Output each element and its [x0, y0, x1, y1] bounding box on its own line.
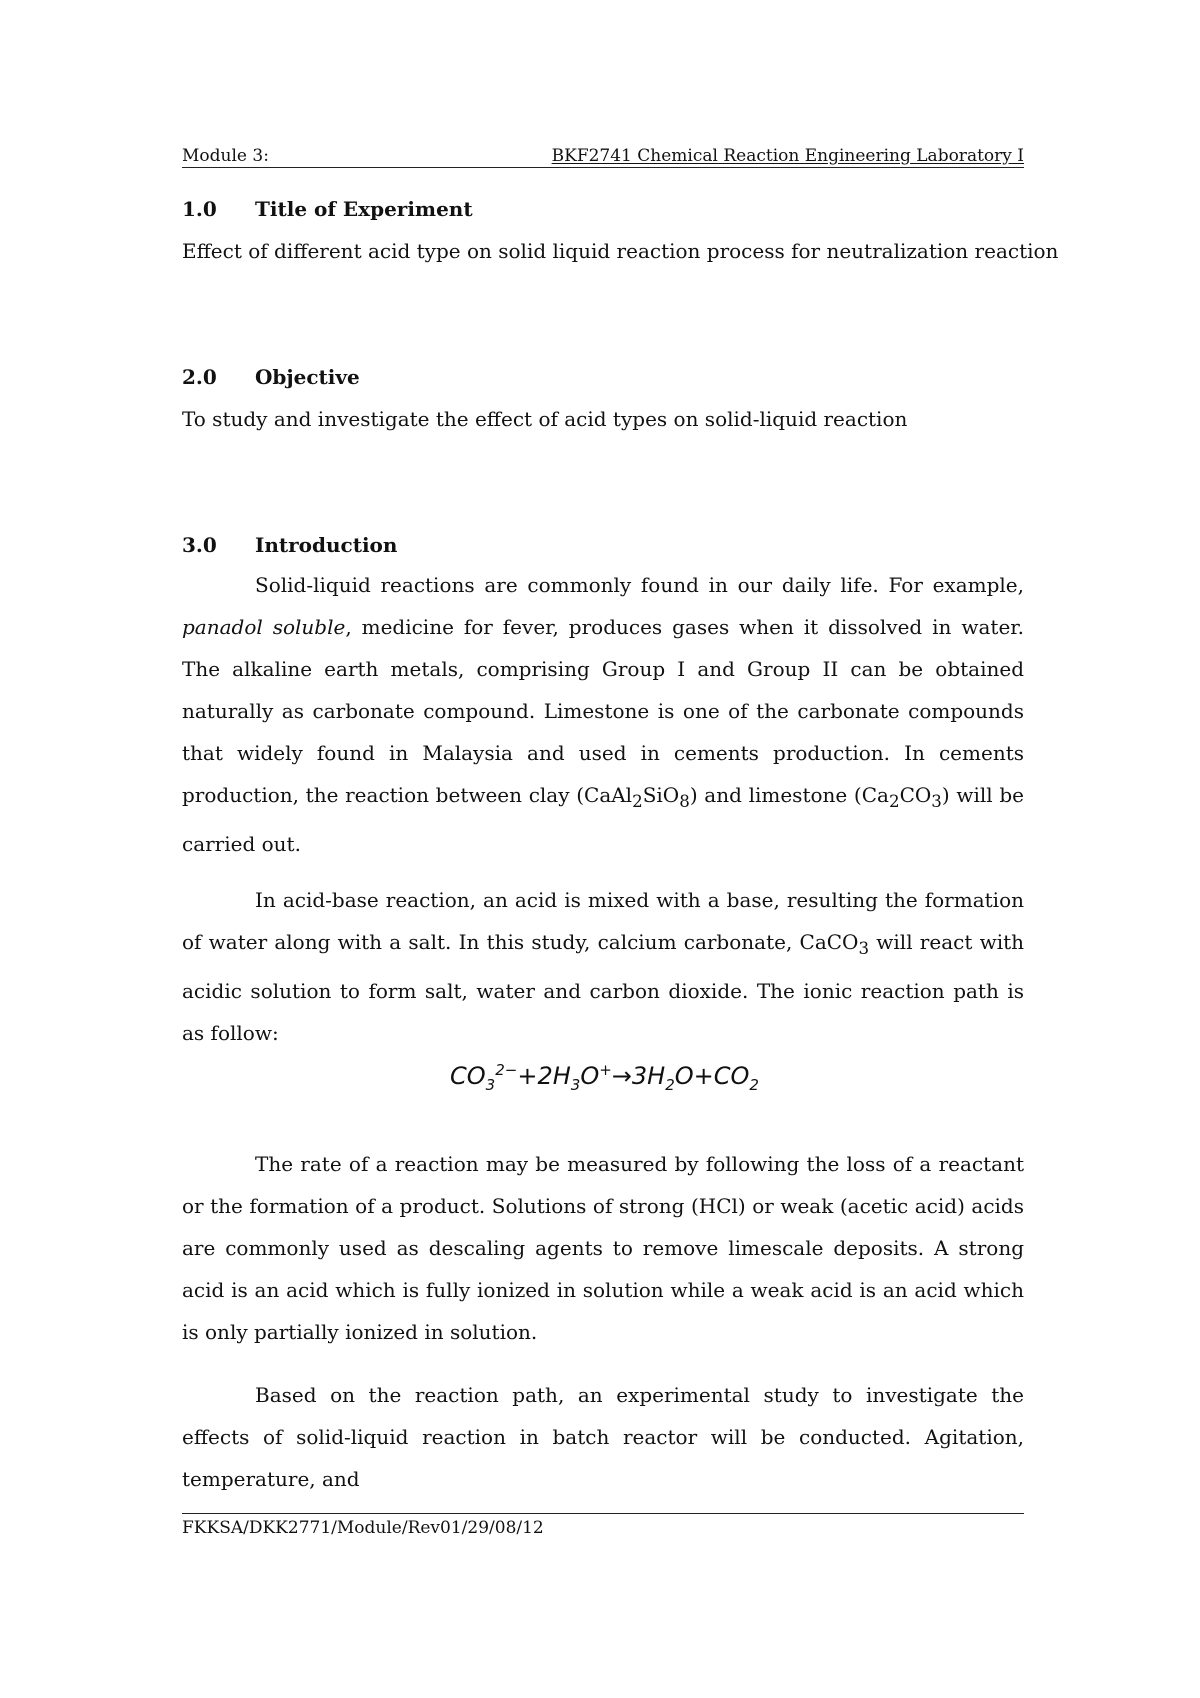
footer-text: FKKSA/DKK2771/Module/Rev01/29/08/12 — [182, 1518, 544, 1538]
header-course: BKF2741 Chemical Reaction Engineering Laboratory I — [551, 146, 1024, 166]
section-number: 2.0 — [182, 365, 217, 389]
section-heading: Objective — [255, 365, 360, 389]
page-footer — [182, 1513, 1024, 1538]
intro-paragraph-2: In acid-base reaction, an acid is mixed with a base, resulting the formation of water along with a salt. In this study, calcium carbonate, CaCO$_3$ will react with acidic solution to form salt, water and carbon dioxide. The ionic reaction path is as follow: — [182, 888, 1025, 1045]
intro-paragraph-4: Based on the reaction path, an experimental study to investigate the effects of solid-liquid reaction in batch reactor will be conducted. Agitation, temperature, and — [182, 1383, 1024, 1491]
section-heading: Title of Experiment — [255, 197, 473, 221]
section-heading: Introduction — [255, 533, 398, 557]
section-title-heading — [182, 197, 473, 221]
intro-paragraph-1: Solid-liquid reactions are commonly found in our daily life. For example, panadol soluble, medicine for fever, produces gases when it dissolved in water. The alkaline earth metals, comprising Group I and Group II can be obtained naturally as carbonate compound. Limestone is one of the carbonate compounds that widely found in Malaysia and used in cements production. In cements production, the reaction between clay (CaAl$_2$SiO$_8$) and limestone $(Ca_2CO_3)$ will be carried out. — [182, 573, 1024, 856]
ionic-reaction-equation: $CO_3^{2-}+2H_3O^+\to 3H_2O+CO_2$ — [450, 1061, 759, 1094]
page-header — [182, 146, 1024, 168]
objective-text: To study and investigate the effect of acid types on solid-liquid reaction — [182, 407, 908, 431]
section-objective-heading — [182, 365, 360, 389]
section-number: 1.0 — [182, 197, 217, 221]
header-module: Module 3: — [182, 146, 269, 166]
experiment-title-text: Effect of different acid type on solid liquid reaction process for neutralization reaction — [182, 239, 1059, 263]
section-introduction-heading — [182, 533, 397, 557]
intro-paragraph-3: The rate of a reaction may be measured by following the loss of a reactant or the formation of a product. Solutions of strong (HCl) or weak (acetic acid) acids are commonly used as descaling agents to remove limescale deposits. A strong acid is an acid which is fully ionized in solution while a weak acid is an acid which is only partially ionized in solution. — [182, 1152, 1024, 1344]
italic-term: panadol soluble — [182, 615, 346, 639]
section-number: 3.0 — [182, 533, 217, 557]
